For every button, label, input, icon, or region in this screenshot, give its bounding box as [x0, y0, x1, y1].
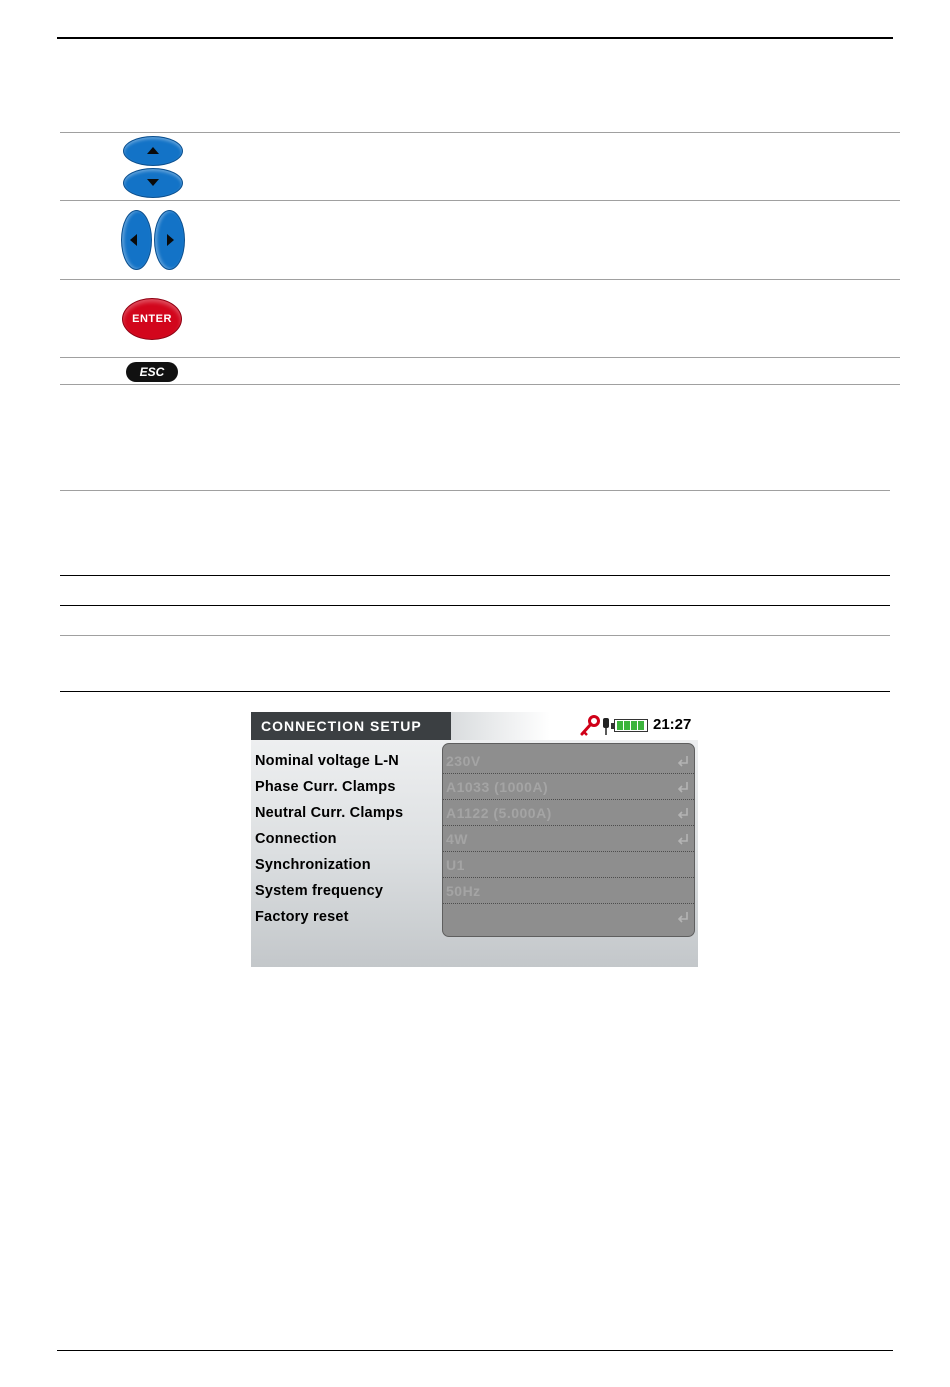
- table-rule: [60, 575, 890, 576]
- footer-rule: [57, 1350, 893, 1351]
- setting-label-neutral-clamps[interactable]: Neutral Curr. Clamps: [255, 805, 404, 821]
- value-text: 4W: [446, 831, 468, 847]
- table-rule: [60, 200, 900, 201]
- table-rule: [60, 279, 900, 280]
- left-key[interactable]: [121, 210, 152, 270]
- enter-arrow-icon: [676, 832, 690, 846]
- table-rule: [60, 384, 900, 385]
- up-down-keys: [123, 136, 183, 198]
- table-rule: [60, 490, 890, 491]
- clock: 21:27: [653, 716, 692, 733]
- table-rule: [60, 132, 900, 133]
- battery-cell: [638, 721, 644, 730]
- setting-label-connection[interactable]: Connection: [255, 831, 337, 847]
- setting-value-connection[interactable]: [443, 826, 694, 852]
- arrow-up-icon: [147, 147, 159, 154]
- battery-cell: [624, 721, 630, 730]
- enter-arrow-icon: [676, 806, 690, 820]
- battery-cell: [631, 721, 637, 730]
- up-key[interactable]: [123, 136, 183, 166]
- arrow-left-icon: [130, 234, 137, 246]
- setting-label-synchronization[interactable]: Synchronization: [255, 857, 371, 873]
- arrow-right-icon: [167, 234, 174, 246]
- enter-key[interactable]: ENTER: [122, 298, 182, 340]
- left-right-keys: [121, 210, 185, 270]
- connection-setup-screen: [251, 712, 698, 967]
- header-rule: [57, 37, 893, 39]
- screen-title: CONNECTION SETUP: [251, 712, 451, 740]
- value-text: A1033 (1000A): [446, 779, 549, 795]
- right-key[interactable]: [154, 210, 185, 270]
- value-text: U1: [446, 857, 465, 873]
- setting-label-phase-clamps[interactable]: Phase Curr. Clamps: [255, 779, 396, 795]
- setting-label-factory-reset[interactable]: Factory reset: [255, 909, 349, 925]
- setting-value-neutral-clamps[interactable]: [443, 800, 694, 826]
- table-rule: [60, 635, 890, 636]
- setting-value-system-frequency[interactable]: [443, 878, 694, 904]
- enter-arrow-icon: [676, 910, 690, 924]
- battery-icon: [614, 719, 648, 732]
- value-text: 50Hz: [446, 883, 481, 899]
- enter-arrow-icon: [676, 780, 690, 794]
- table-rule: [60, 357, 900, 358]
- setting-value-phase-clamps[interactable]: [443, 774, 694, 800]
- setting-value-factory-reset[interactable]: [443, 904, 694, 930]
- plug-icon: [601, 716, 611, 736]
- setting-value-nominal-voltage[interactable]: [443, 748, 694, 774]
- table-rule: [60, 691, 890, 692]
- down-key[interactable]: [123, 168, 183, 198]
- key-icon: [579, 715, 601, 737]
- setting-value-synchronization[interactable]: [443, 852, 694, 878]
- battery-cell: [617, 721, 623, 730]
- setting-label-nominal-voltage[interactable]: Nominal voltage L-N: [255, 753, 399, 769]
- value-text: A1122 (5.000A): [446, 805, 552, 821]
- arrow-down-icon: [147, 179, 159, 186]
- enter-arrow-icon: [676, 754, 690, 768]
- value-text: 230V: [446, 753, 481, 769]
- esc-key[interactable]: ESC: [126, 362, 178, 382]
- setting-values: [442, 743, 695, 937]
- table-rule: [60, 605, 890, 606]
- setting-label-system-frequency[interactable]: System frequency: [255, 883, 384, 899]
